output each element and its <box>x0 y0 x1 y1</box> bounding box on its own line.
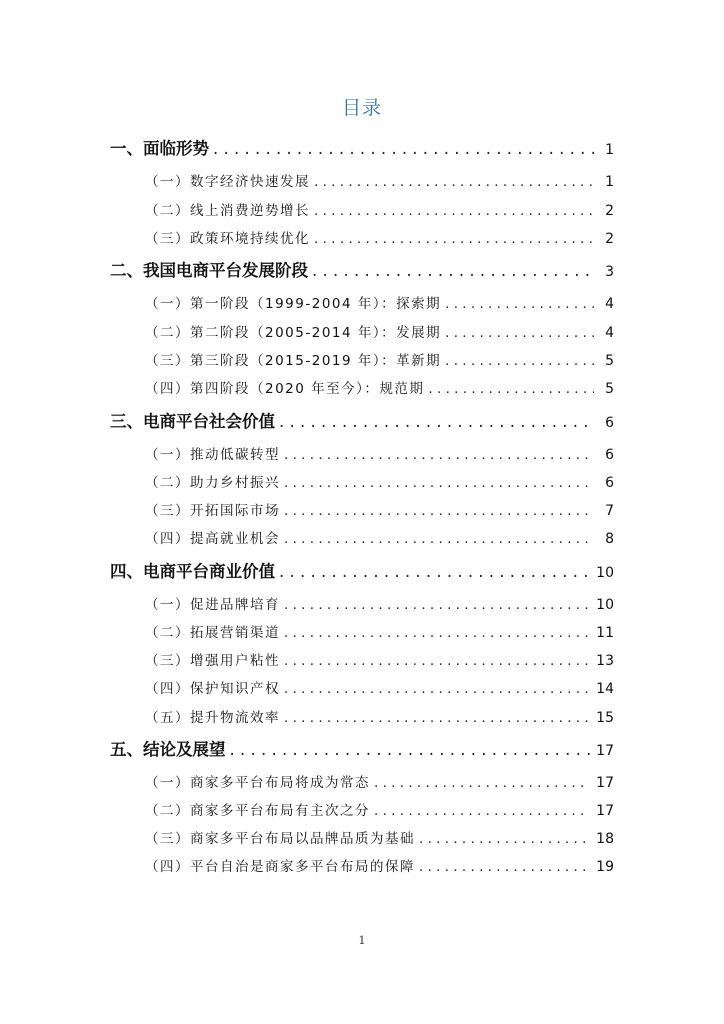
toc-section-entry[interactable] <box>0 471 614 491</box>
toc-entry-page: 4 <box>605 296 614 312</box>
toc-section-entry[interactable] <box>0 855 614 875</box>
toc-chapter-entry[interactable] <box>0 736 614 760</box>
toc-entry-label: （二）第二阶段（2005-2014 年）：发展期 <box>145 325 442 341</box>
toc-entry-page: 17 <box>596 743 614 759</box>
page-number: 1 <box>358 934 366 947</box>
dot-leader <box>428 381 594 397</box>
toc-entry-label: （二）拓展营销渠道 <box>145 625 280 641</box>
toc-entry-label: （三）商家多平台布局以品牌品质为基础 <box>145 831 415 847</box>
dot-leader <box>284 653 590 669</box>
toc-entry-label: （一）数字经济快速发展 <box>145 174 310 190</box>
dot-leader <box>445 353 594 369</box>
toc-entry-page: 3 <box>605 264 614 280</box>
dot-leader <box>445 296 594 312</box>
dot-leader <box>230 740 591 759</box>
dot-leader <box>419 831 590 847</box>
dot-leader <box>284 597 590 613</box>
toc-entry-label: （三）政策环境持续优化 <box>145 231 310 247</box>
toc-entry-page: 1 <box>605 174 614 190</box>
toc-entry-label: （四）保护知识产权 <box>145 681 280 697</box>
dot-leader <box>284 625 590 641</box>
toc-entry-page: 10 <box>596 597 614 613</box>
toc-section-entry[interactable] <box>0 377 614 397</box>
toc-section-entry[interactable] <box>0 349 614 369</box>
toc-section-entry[interactable] <box>0 321 614 341</box>
dot-leader <box>279 562 590 581</box>
toc-entry-page: 10 <box>596 565 614 581</box>
toc-entry-page: 17 <box>596 803 614 819</box>
toc-section-entry[interactable] <box>0 170 614 190</box>
toc-entry-page: 11 <box>596 625 614 641</box>
dot-leader <box>284 710 590 726</box>
dot-leader <box>284 531 594 547</box>
toc-entry-label: 二、我国电商平台发展阶段 <box>110 261 308 280</box>
toc-entry-label: （三）增强用户粘性 <box>145 653 280 669</box>
toc-entry-label: 四、电商平台商业价值 <box>110 562 275 581</box>
toc-section-entry[interactable] <box>0 706 614 726</box>
toc-chapter-entry[interactable] <box>0 408 614 432</box>
toc-section-entry[interactable] <box>0 593 614 613</box>
toc-entry-page: 5 <box>605 353 614 369</box>
toc-entry-label: （二）助力乡村振兴 <box>145 475 280 491</box>
toc-chapter-entry[interactable] <box>0 135 614 159</box>
toc-entry-page: 5 <box>605 381 614 397</box>
toc-entry-label: （五）提升物流效率 <box>145 710 280 726</box>
dot-leader <box>419 859 590 875</box>
toc-section-entry[interactable] <box>0 649 614 669</box>
toc-title: 目录 <box>341 97 382 119</box>
dot-leader <box>284 447 594 463</box>
dot-leader <box>284 503 594 519</box>
toc-entry-label: （四）提高就业机会 <box>145 531 280 547</box>
toc-section-entry[interactable] <box>0 443 614 463</box>
toc-section-entry[interactable] <box>0 527 614 547</box>
toc-entry-label: （一）推动低碳转型 <box>145 447 280 463</box>
toc-section-entry[interactable] <box>0 677 614 697</box>
toc-entry-page: 6 <box>605 447 614 463</box>
toc-entry-label: 五、结论及展望 <box>110 740 226 759</box>
toc-section-entry[interactable] <box>0 827 614 847</box>
dot-leader <box>312 261 594 280</box>
dot-leader <box>314 203 594 219</box>
toc-section-entry[interactable] <box>0 199 614 219</box>
toc-entry-page: 7 <box>605 503 614 519</box>
toc-section-entry[interactable] <box>0 499 614 519</box>
toc-entry-label: （二）商家多平台布局有主次之分 <box>145 803 370 819</box>
toc-entry-page: 6 <box>605 475 614 491</box>
toc-entry-page: 1 <box>605 142 614 158</box>
toc-entry-page: 15 <box>596 710 614 726</box>
toc-entry-page: 13 <box>596 653 614 669</box>
toc-section-entry[interactable] <box>0 771 614 791</box>
toc-entry-label: （四）平台自治是商家多平台布局的保障 <box>145 859 415 875</box>
toc-entry-label: （四）第四阶段（2020 年至今）：规范期 <box>145 381 425 397</box>
toc-entry-page: 19 <box>596 859 614 875</box>
toc-section-entry[interactable] <box>0 799 614 819</box>
dot-leader <box>445 325 594 341</box>
toc-entry-label: （三）开拓国际市场 <box>145 503 280 519</box>
dot-leader <box>374 803 590 819</box>
dot-leader <box>314 231 594 247</box>
toc-entry-page: 8 <box>605 531 614 547</box>
dot-leader <box>314 174 594 190</box>
dot-leader <box>284 475 594 491</box>
toc-chapter-entry[interactable] <box>0 558 614 582</box>
toc-section-entry[interactable] <box>0 292 614 312</box>
dot-leader <box>284 681 590 697</box>
dot-leader <box>279 412 594 431</box>
toc-entry-page: 2 <box>605 231 614 247</box>
toc-entry-page: 18 <box>596 831 614 847</box>
toc-entry-label: 一、面临形势 <box>110 139 209 158</box>
toc-entry-label: （三）第三阶段（2015-2019 年）：革新期 <box>145 353 442 369</box>
toc-entry-label: （一）第一阶段（1999-2004 年）：探索期 <box>145 296 442 312</box>
dot-leader <box>213 139 594 158</box>
toc-entry-label: （一）商家多平台布局将成为常态 <box>145 775 370 791</box>
toc-entry-page: 4 <box>605 325 614 341</box>
toc-section-entry[interactable] <box>0 621 614 641</box>
toc-entry-page: 14 <box>596 681 614 697</box>
toc-entry-label: （二）线上消费逆势增长 <box>145 203 310 219</box>
toc-entry-page: 17 <box>596 775 614 791</box>
toc-entry-label: 三、电商平台社会价值 <box>110 412 275 431</box>
toc-entry-page: 6 <box>605 415 614 431</box>
toc-section-entry[interactable] <box>0 227 614 247</box>
dot-leader <box>374 775 590 791</box>
toc-entry-page: 2 <box>605 203 614 219</box>
toc-chapter-entry[interactable] <box>0 257 614 281</box>
toc-entry-label: （一）促进品牌培育 <box>145 597 280 613</box>
